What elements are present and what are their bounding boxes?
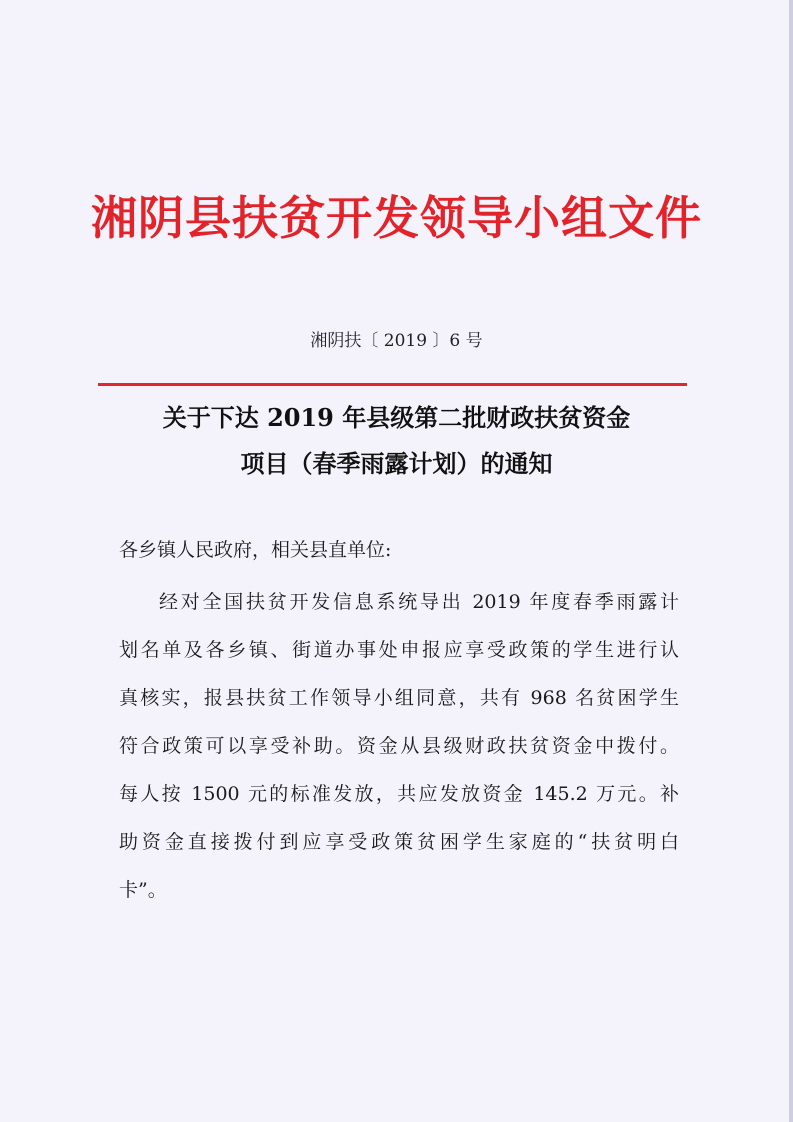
body-line-3: 真核实，报县扶贫工作领导小组同意，共有 968 名贫困学生 xyxy=(119,687,679,709)
notice-title-line-1: 关于下达 2019 年县级第二批财政扶贫资金 xyxy=(162,403,631,432)
body-line-2: 划名单及各乡镇、街道办事处申报应享受政策的学生进行认 xyxy=(119,639,679,661)
body-line-4: 符合政策可以享受补助。资金从县级财政扶贫资金中拨付。 xyxy=(119,735,679,757)
notice-title-line-2: 项目（春季雨露计划）的通知 xyxy=(240,449,553,478)
salutation: 各乡镇人民政府，相关县直单位: xyxy=(119,539,392,561)
red-divider-line xyxy=(98,383,687,386)
document-number: 湘阴扶〔 2019 〕6 号 xyxy=(310,331,483,351)
body-line-6: 助资金直接拨付到应享受政策贫困学生家庭的“扶贫明白 xyxy=(119,831,679,853)
body-line-1: 经对全国扶贫开发信息系统导出 2019 年度春季雨露计 xyxy=(159,591,679,613)
issuing-authority-header: 湘阴县扶贫开发领导小组文件 xyxy=(91,191,702,245)
body-line-5: 每人按 1500 元的标准发放，共应发放资金 145.2 万元。补 xyxy=(119,783,679,805)
body-line-7: 卡”。 xyxy=(119,879,167,901)
page-edge xyxy=(789,0,793,1122)
